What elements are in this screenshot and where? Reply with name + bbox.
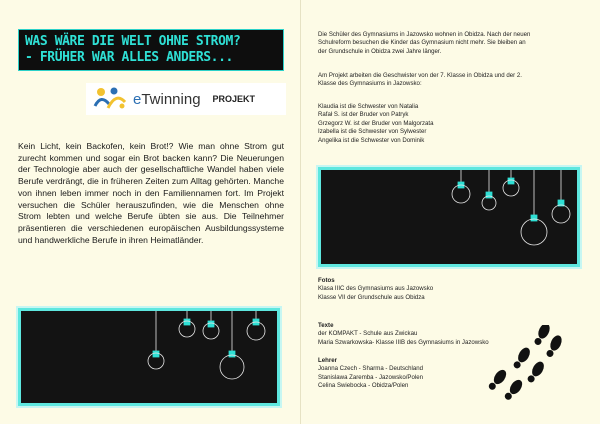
title-line-2: - FRÜHER WAR ALLES ANDERS... <box>25 50 233 65</box>
schools-line: der Grundschule in Obidza zwei Jahre länger. <box>318 47 442 55</box>
fotos-section <box>318 277 582 302</box>
sibling-item: Klaudia ist die Schwester von Natalia <box>318 103 419 110</box>
light-bulbs-panel-left <box>18 308 280 406</box>
light-bulb-icon <box>321 170 577 264</box>
title-banner <box>18 29 284 71</box>
lehrer-item: Celina Swiebocka - Obidza/Polen <box>318 382 409 390</box>
lehrer-item: Stanislawa Zaremba - Jazowsko/Polen <box>318 373 423 381</box>
sibling-item: Izabella ist die Schwester von Sylwester <box>318 128 427 136</box>
sibling-item: Grzegorz W. ist der Bruder von Malgorzata <box>318 119 434 127</box>
siblings-list <box>318 103 582 145</box>
schools-line: Die Schüler des Gymnasiums in Jazowsko wohnen in Obidza. Nach der neuen <box>318 31 531 38</box>
title-line-1: WAS WÄRE DIE WELT OHNE STROM? <box>25 34 241 49</box>
light-bulbs-panel-right <box>318 167 580 267</box>
fotos-item: Klasse VII der Grundschule aus Obidza <box>318 293 425 301</box>
siblings-intro-line: Klasse des Gymnasiums in Jazowsko: <box>318 80 422 88</box>
fold-divider <box>300 0 301 424</box>
light-bulb-icon <box>21 311 277 403</box>
footprints-icon <box>484 325 574 405</box>
lehrer-item: Joanna Czech - Sharma - Deutschland <box>318 365 424 373</box>
intro-paragraph: Kein Licht, kein Backofen, kein Brot!? Wie man ohne Strom gut zurecht kommen und sogar ein Brot backen kann? Die Neuerungen der Technologie aber auch der gesellschaftliche Wandel haben viele Berufe verdrängt, die in früheren Zeiten zum Alltag gehörten. Manche von ihnen leben immer noch in den Familiennamen fort. Im Projekt versuchen die Schüler herauszufinden, wie die Menschen ohne Strom lebten und welche Berufe übten sie aus. Die Teilnehmer präsentieren die verschiedenen europäischen Ausbildungssysteme und handwerkliche Berufe in ihren Heimatländer. <box>18 141 284 245</box>
lehrer-heading: Lehrer <box>318 357 337 364</box>
texte-item: der KOMPAKT - Schule aus Zwickau <box>318 330 418 338</box>
sibling-item: Rafał S. ist der Bruder von Patryk <box>318 111 409 119</box>
etwinning-logo <box>86 83 286 115</box>
eTwinning-logo-icon <box>92 86 130 112</box>
fotos-heading: Fotos <box>318 277 335 284</box>
logo-label: PROJEKT <box>212 94 256 104</box>
fotos-item: Klasa IIIC des Gymnasiums aus Jazowsko <box>318 285 434 293</box>
schools-paragraph <box>318 31 582 56</box>
siblings-intro-line: Am Projekt arbeiten die Geschwister von der 7. Klasse in Obidza und der 2. <box>318 72 522 79</box>
texte-heading: Texte <box>318 322 334 329</box>
sibling-item: Angelika ist die Schwester von Dominik <box>318 136 425 144</box>
logo-brand: eTwinning <box>133 90 201 108</box>
texte-item: Maria Szwarkowska- Klasse IIIB des Gymnasiums in Jazowsko <box>318 338 489 346</box>
siblings-intro <box>318 72 582 89</box>
schools-line: Schulreform besuchen die Kinder das Gymnasium nicht mehr. Sie bleiben an <box>318 39 526 47</box>
